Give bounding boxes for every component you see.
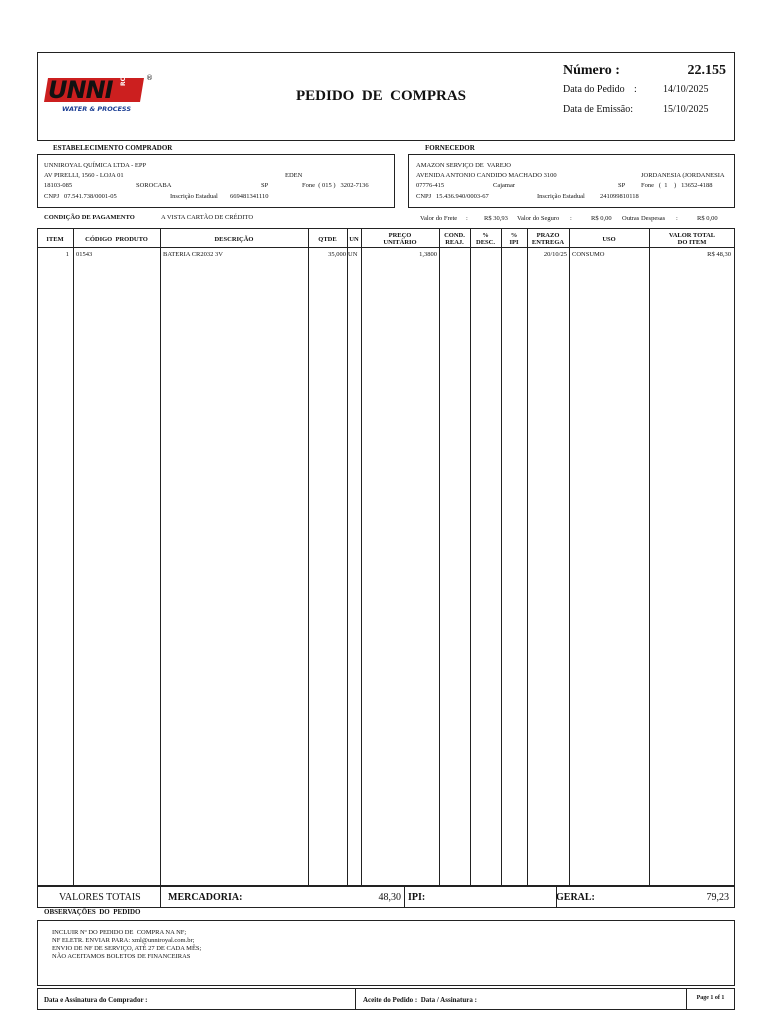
row-descricao: BATERIA CR2032 3V (163, 251, 223, 258)
fornecedor-ie-label: Inscrição Estadual (537, 193, 585, 200)
comprador-cep: 18103-085 (44, 182, 73, 189)
data-emissao-value: 15/10/2025 (663, 104, 709, 115)
geral-label: GERAL: (556, 892, 595, 903)
totais-divider (404, 886, 405, 908)
totais-divider (160, 886, 161, 908)
observacoes-line: ENVIO DE NF DE SERVIÇO, ATÉ 27 DE CADA MÊS; (52, 945, 202, 952)
seguro-value: R$ 0,00 (591, 215, 612, 222)
fornecedor-name: AMAZON SERVIÇO DE VAREJO (416, 162, 511, 169)
data-emissao-label: Data de Emissão: (563, 104, 633, 115)
pagamento-label: CONDIÇÃO DE PAGAMENTO (44, 214, 135, 221)
col-header-cond: COND. REAJ. (444, 232, 465, 246)
observacoes-line: INCLUIR Nº DO PEDIDO DE COMPRA NA NF; (52, 929, 187, 936)
mercadoria-value: 48,30 (378, 892, 401, 903)
comprador-uf: SP (261, 182, 269, 189)
observacoes-line: NF ELETR. ENVIAR PARA: xml@unniroyal.com.br; (52, 937, 195, 944)
logo-brand: UNNI (48, 76, 113, 104)
row-item: 1 (65, 251, 69, 258)
col-header-un: UN (349, 235, 359, 243)
comprador-fone: Fone ( 015 ) 3202-7136 (302, 182, 369, 189)
comprador-ie-label: Inscrição Estadual (170, 193, 218, 200)
frete-sep: : (466, 215, 468, 222)
observacoes-line: NÃO ACEITAMOS BOLETOS DE FINANCEIRAS (52, 953, 191, 960)
fornecedor-ie-value: 241099810118 (600, 193, 639, 200)
col-divider (527, 228, 528, 886)
col-header-valor: VALOR TOTAL DO ITEM (668, 232, 716, 246)
despesas-sep: : (676, 215, 678, 222)
items-table (37, 228, 735, 886)
col-divider (470, 228, 471, 886)
col-divider (361, 228, 362, 886)
col-divider (73, 228, 74, 886)
numero-value: 22.155 (687, 63, 726, 78)
comprador-ie-value: 669481341110 (230, 193, 269, 200)
col-header-codigo: CÓDIGO PRODUTO (85, 235, 148, 243)
comprador-heading: ESTABELECIMENTO COMPRADOR (53, 144, 173, 152)
observacoes-heading: OBSERVAÇÕES DO PEDIDO (44, 908, 141, 916)
comprador-address: AV PIRELLI, 1560 - LOJA 01 (44, 172, 124, 179)
company-logo (44, 64, 156, 116)
col-header-prazo: PRAZO ENTREGA (531, 232, 565, 246)
col-divider (439, 228, 440, 886)
fornecedor-fone: Fone ( 1 ) 13652-4188 (641, 182, 713, 189)
row-prazo: 20/10/25 (543, 251, 567, 258)
fornecedor-heading: FORNECEDOR (425, 144, 475, 152)
col-divider (160, 228, 161, 886)
col-header-ipi: % IPI (509, 232, 519, 246)
comprador-name: UNNIROYAL QUÍMICA LTDA - EPP (44, 162, 147, 169)
col-header-preco: PREÇO UNITÁRIO (383, 232, 417, 246)
ipi-label: IPI: (408, 892, 426, 903)
col-divider (347, 228, 348, 886)
despesas-value: R$ 0,00 (697, 215, 718, 222)
fornecedor-cnpj: CNPJ 15.436.940/0003-67 (416, 193, 489, 200)
seguro-label: Valor do Seguro (517, 215, 560, 222)
col-header-item: ITEM (46, 235, 64, 243)
page-number: Page 1 of 1 (696, 995, 725, 1001)
footer-divider (355, 988, 356, 1010)
logo-reg: ® (146, 74, 153, 82)
despesas-label: Outras Despesas (622, 215, 666, 222)
fornecedor-address: AVENIDA ANTONIO CANDIDO MACHADO 3100 (416, 172, 557, 179)
footer-divider (686, 988, 687, 1010)
totais-label: VALORES TOTAIS (59, 892, 141, 903)
col-header-uso: USO (602, 235, 616, 243)
row-valor: R$ 48,30 (707, 251, 731, 258)
col-header-qtde: QTDE (318, 235, 337, 243)
footer-comprador-signature: Data e Assinatura do Comprador : (44, 996, 148, 1004)
col-divider (501, 228, 502, 886)
page-title: PEDIDO DE COMPRAS (296, 88, 467, 104)
row-codigo: 01543 (76, 251, 93, 258)
frete-value: R$ 30,93 (484, 215, 508, 222)
comprador-cnpj: CNPJ 07.541.738/0001-05 (44, 193, 117, 200)
geral-value: 79,23 (706, 892, 729, 903)
col-header-descricao: DESCRIÇÃO (214, 235, 254, 243)
fornecedor-bairro: JORDANESIA (JORDANESIA (641, 172, 725, 179)
logo-sub: ROYAL (120, 64, 127, 86)
seguro-sep: : (570, 215, 572, 222)
data-pedido-label: Data do Pedido (563, 84, 625, 95)
fornecedor-uf: SP (618, 182, 626, 189)
frete-label: Valor do Frete (420, 215, 458, 222)
col-divider (308, 228, 309, 886)
data-pedido-sep: : (634, 84, 637, 95)
row-preco: 1,3800 (419, 251, 437, 258)
comprador-bairro: EDEN (285, 172, 303, 179)
fornecedor-city: Cajamar (493, 182, 516, 189)
col-header-desc: % DESC. (476, 232, 495, 246)
col-divider (569, 228, 570, 886)
row-uso: CONSUMO (572, 251, 605, 258)
row-un: UN (348, 251, 358, 258)
numero-label: Número : (563, 63, 620, 78)
fornecedor-cep: 07776-415 (416, 182, 445, 189)
pagamento-value: A VISTA CARTÃO DE CRÉDITO (161, 214, 254, 221)
footer-aceite-signature: Aceite do Pedido : Data / Assinatura : (363, 996, 477, 1004)
data-pedido-value: 14/10/2025 (663, 84, 709, 95)
comprador-city: SOROCABA (136, 182, 172, 189)
mercadoria-label: MERCADORIA: (168, 892, 243, 903)
row-qtde: 35,000 (328, 251, 346, 258)
logo-tagline: WATER & PROCESS (62, 105, 132, 113)
col-divider (649, 228, 650, 886)
